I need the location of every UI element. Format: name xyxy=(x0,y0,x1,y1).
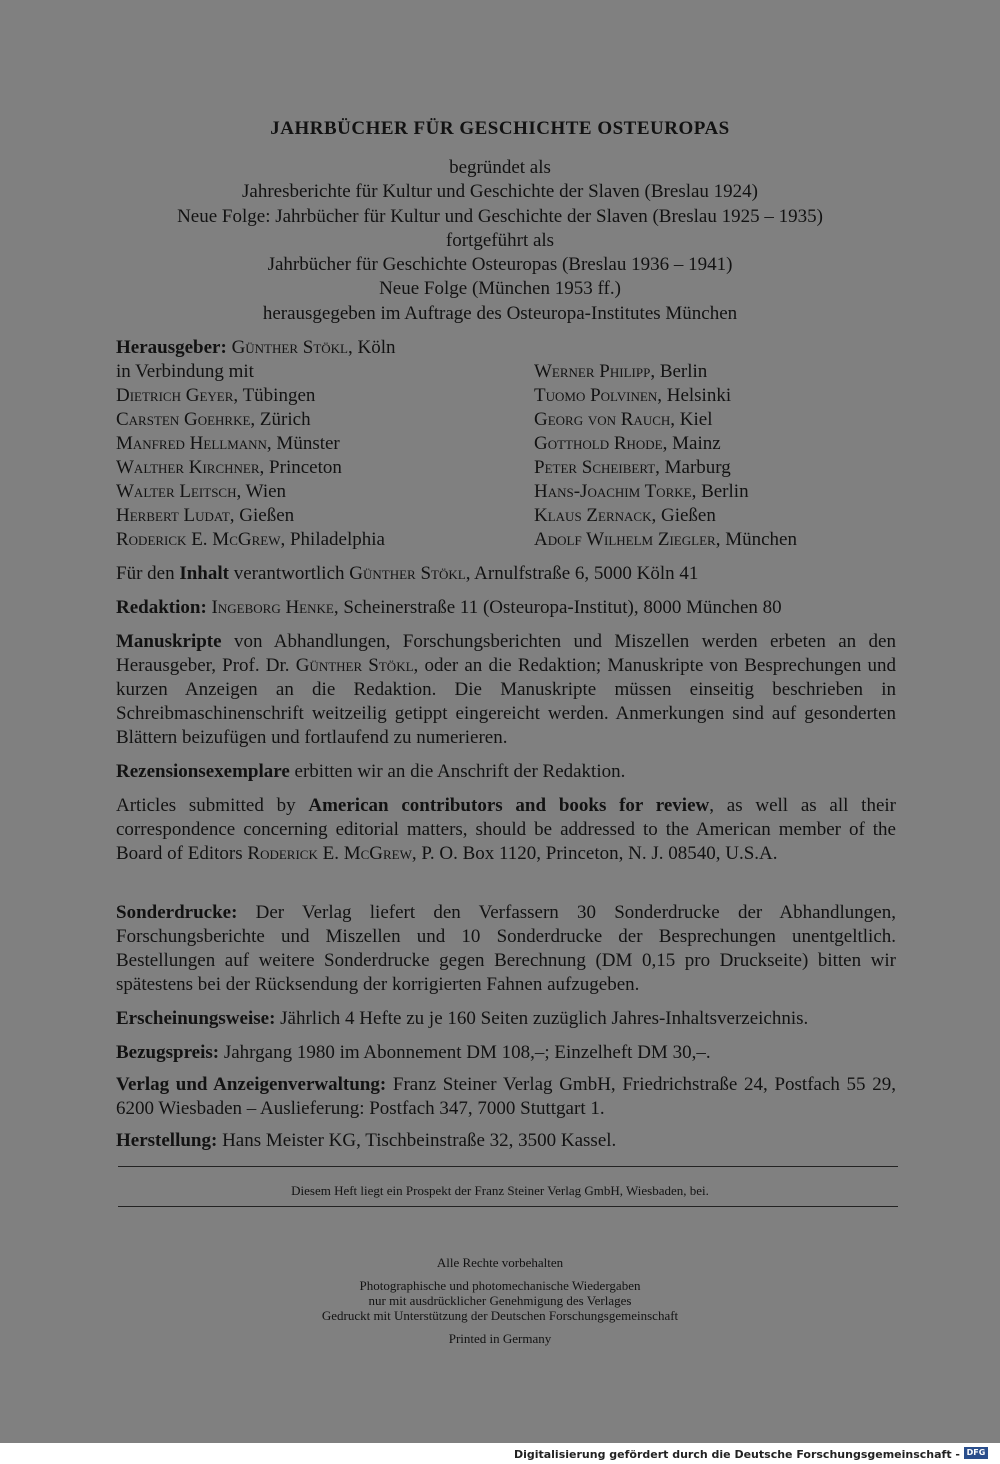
sonderdrucke-text: Der Verlag liefert den Verfassern 30 Sonderdrucke der Abhandlungen, Forschungsberichte und Miszellen und 10 Sonderdrucke der Besprechungen unentgeltlich. Bestellungen auf weitere Sonderdrucke gegen Berechnung (DM 0,15 pro Druckseite) bitten wir spätestens bei der Rücksendung der korrigierten Fahnen aufzugeben. xyxy=(116,902,896,995)
editor-city: , Zürich xyxy=(250,409,311,430)
articles-paragraph xyxy=(116,794,896,866)
editor-name: Peter Scheibert xyxy=(534,457,656,478)
manuskripte-name: Günther Stökl xyxy=(295,655,414,676)
editor-entry xyxy=(534,456,797,480)
rights-line: Gedruckt mit Unterstützung der Deutschen Forschungsgemeinschaft xyxy=(321,1308,679,1323)
content-name: Günther Stökl xyxy=(349,563,466,584)
history-line: Neue Folge (München 1953 ff.) xyxy=(379,278,621,300)
dfg-logo-icon: DFG xyxy=(964,1447,988,1459)
manuskripte-text: , oder an die Redaktion; Manuskripte von Besprechungen und kurzen Anzeigen an die Redaktion. Die Manuskripte müssen einseitig beschrieben in Schreibmaschinenschrift weitzeilig getippt eingereicht werden. Anmerkungen sind auf gesonderten Blättern beizufügen und fortlaufend zu numerieren. xyxy=(116,655,896,748)
rights-line: nur mit ausdrücklicher Genehmigung des Verlages xyxy=(368,1293,632,1308)
editor-entry xyxy=(534,504,797,528)
editors-label: Herausgeber: xyxy=(116,337,227,358)
articles-text: Articles submitted by xyxy=(116,795,309,816)
editor-entry xyxy=(116,408,385,432)
editor-city: , Kiel xyxy=(670,409,713,430)
editor-entry xyxy=(116,528,385,552)
rights-line: Photographische und photomechanische Wiedergaben xyxy=(359,1278,641,1293)
editor-name: Georg von Rauch xyxy=(534,409,671,430)
herstellung-text: Hans Meister KG, Tischbeinstraße 32, 3500 Kassel. xyxy=(217,1130,617,1151)
editor-name: Manfred Hellmann xyxy=(116,433,267,454)
editor-name: Herbert Ludat xyxy=(116,505,230,526)
editor-city: , Princeton xyxy=(259,457,342,478)
divider-bottom xyxy=(118,1206,898,1207)
content-text: verantwortlich xyxy=(228,563,350,584)
redaktion-paragraph xyxy=(116,596,896,620)
herstellung-paragraph xyxy=(116,1129,896,1153)
divider-top xyxy=(118,1166,898,1167)
history-line: begründet als xyxy=(449,157,551,178)
sonderdrucke-paragraph xyxy=(116,901,896,997)
editor-entry xyxy=(116,384,385,408)
editor-city: , Tübingen xyxy=(233,385,316,406)
verlag-paragraph xyxy=(116,1073,896,1121)
redaktion-label: Redaktion: xyxy=(116,597,207,618)
editors-left-column xyxy=(116,384,385,552)
editor-name: Tuomo Polvinen xyxy=(534,385,658,406)
redaktion-address: , Scheinerstraße 11 (Osteuropa-Institut), 8000 München 80 xyxy=(333,597,782,618)
articles-address: , P. O. Box 1120, Princeton, N. J. 08540, U.S.A. xyxy=(411,843,778,864)
editor-city: , Berlin xyxy=(691,481,749,502)
articles-bold: American contributors and books for review xyxy=(308,795,710,816)
editor-city: , Mainz xyxy=(662,433,721,454)
footer-credit: Digitalisierung gefördert durch die Deutsche Forschungsgemeinschaft - xyxy=(513,1448,960,1461)
editor-entry xyxy=(534,480,797,504)
editor-city: , Marburg xyxy=(655,457,731,478)
manuskripte-label: Manuskripte xyxy=(116,631,222,652)
content-responsibility xyxy=(116,562,896,586)
redaktion-name: Ingeborg Henke xyxy=(211,597,334,618)
editor-entry xyxy=(116,480,385,504)
editor-entry xyxy=(116,432,385,456)
sonderdrucke-label: Sonderdrucke: xyxy=(116,902,238,923)
editor-entry xyxy=(116,456,385,480)
editor-name: Hans-Joachim Torke xyxy=(534,481,692,502)
history-line: fortgeführt als xyxy=(445,229,555,251)
manuskripte-paragraph xyxy=(116,630,896,750)
editor-city: , Helsinki xyxy=(657,385,732,406)
content-label: Inhalt xyxy=(179,563,229,584)
bezugspreis-text: Jahrgang 1980 im Abonnement DM 108,–; Einzelheft DM 30,–. xyxy=(219,1042,711,1063)
verlag-text: Franz Steiner Verlag GmbH, Friedrichstraße 24, Postfach 55 29, 6200 Wiesbaden – Auslieferung: Postfach 347, 7000 Stuttgart 1. xyxy=(116,1074,896,1119)
journal-history xyxy=(0,156,1000,326)
main-editor-city: , Köln xyxy=(347,337,396,358)
editor-entry xyxy=(534,432,797,456)
editor-name: Roderick E. McGrew xyxy=(116,529,281,550)
history-line: Jahresberichte für Kultur und Geschichte der Slaven (Breslau 1924) xyxy=(242,181,758,203)
editor-entry xyxy=(116,504,385,528)
editors-right-column xyxy=(534,360,797,552)
editor-city: , Gießen xyxy=(229,505,295,526)
editor-entry xyxy=(534,408,797,432)
verlag-label: Verlag und Anzeigenverwaltung: xyxy=(116,1074,387,1095)
rezension-text: erbitten wir an die Anschrift der Redaktion. xyxy=(289,761,626,782)
manuskripte-text: von Abhandlungen, Forschungsberichten und Miszellen werden erbeten an den Herausgeber, Prof. Dr. xyxy=(116,631,896,676)
main-editor-name: Günther Stökl xyxy=(231,337,348,358)
in-connection-text: in Verbindung mit xyxy=(116,361,254,382)
editor-name: Carsten Goehrke xyxy=(116,409,251,430)
history-line: herausgegeben im Auftrage des Osteuropa-Institutes München xyxy=(262,302,738,324)
herstellung-label: Herstellung: xyxy=(116,1130,218,1151)
erscheinung-label: Erscheinungsweise: xyxy=(116,1008,276,1029)
rezension-paragraph xyxy=(116,760,896,784)
prospekt-note: Diesem Heft liegt ein Prospekt der Franz Steiner Verlag GmbH, Wiesbaden, bei. xyxy=(291,1183,709,1198)
editor-city: , Münster xyxy=(266,433,340,454)
editor-entry xyxy=(534,528,797,552)
editor-name: Klaus Zernack xyxy=(534,505,652,526)
rights-line: Alle Rechte vorbehalten xyxy=(436,1255,564,1270)
articles-text: , as well as all their correspondence concerning editorial matters, should be addressed to the American member of the Board of Editors xyxy=(116,795,896,864)
history-line: Neue Folge: Jahrbücher für Kultur und Geschichte der Slaven (Breslau 1925 – 1935) xyxy=(177,205,823,227)
editor-entry xyxy=(534,384,797,408)
history-line: Jahrbücher für Geschichte Osteuropas (Breslau 1936 – 1941) xyxy=(267,254,733,276)
editor-city: , Gießen xyxy=(651,505,716,526)
editor-city: , Berlin xyxy=(650,361,708,382)
editor-name: Dietrich Geyer xyxy=(116,385,234,406)
bezugspreis-paragraph xyxy=(116,1041,896,1065)
editor-city: , Wien xyxy=(236,481,287,502)
editor-name: Adolf Wilhelm Ziegler xyxy=(534,529,716,550)
rezension-label: Rezensionsexemplare xyxy=(116,761,290,782)
content-text: Für den xyxy=(116,563,180,584)
erscheinung-paragraph xyxy=(116,1007,896,1031)
editor-name: Walther Kirchner xyxy=(116,457,260,478)
editor-heading xyxy=(116,336,395,384)
bezugspreis-label: Bezugspreis: xyxy=(116,1042,220,1063)
editor-entry xyxy=(534,360,797,384)
editor-city: , München xyxy=(715,529,797,550)
articles-name: Roderick E. McGrew xyxy=(247,843,412,864)
editor-name: Gotthold Rhode xyxy=(534,433,663,454)
printed-in-line: Printed in Germany xyxy=(448,1331,552,1346)
erscheinung-text: Jährlich 4 Hefte zu je 160 Seiten zuzüglich Jahres-Inhaltsverzeichnis. xyxy=(275,1008,809,1029)
editor-name: Werner Philipp xyxy=(534,361,651,382)
content-address: , Arnulfstraße 6, 5000 Köln 41 xyxy=(465,563,699,584)
editor-name: Walter Leitsch xyxy=(116,481,237,502)
journal-title: JAHRBÜCHER FÜR GESCHICHTE OSTEUROPAS xyxy=(270,118,730,139)
editor-city: , Philadelphia xyxy=(280,529,385,550)
